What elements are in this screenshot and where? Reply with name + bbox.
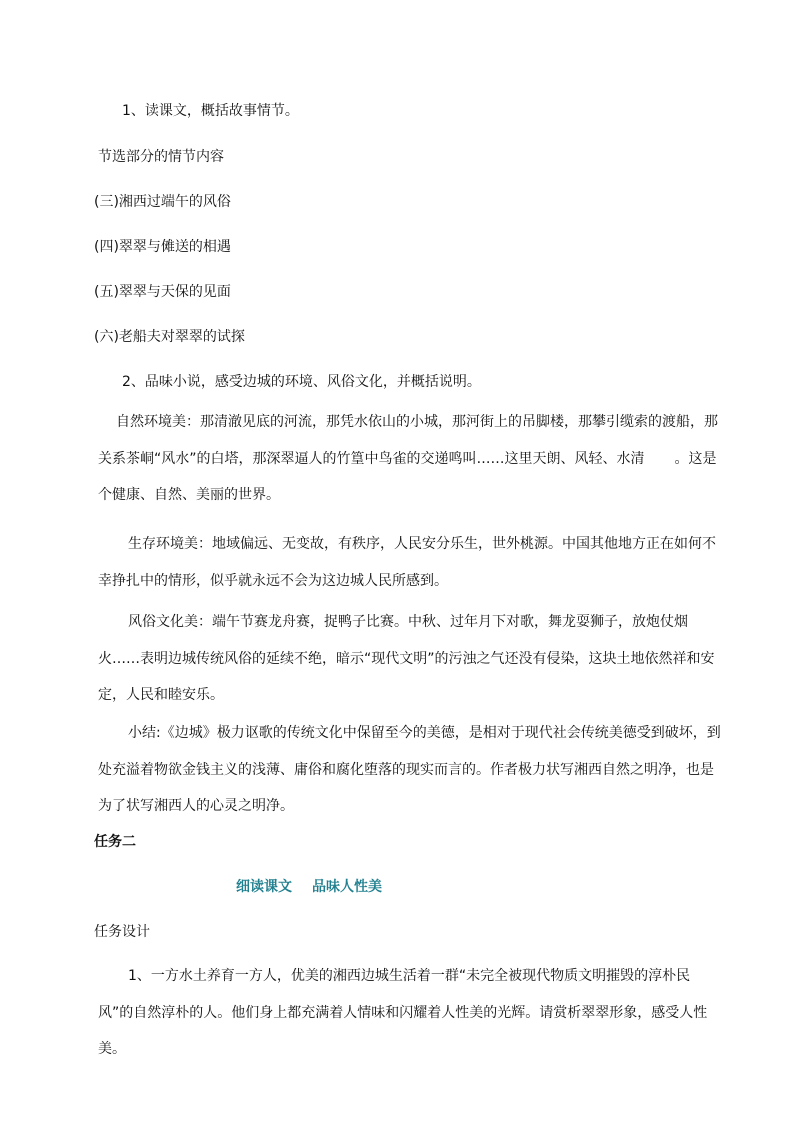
plot-item-5: (五)翠翠与天保的见面 [94, 284, 231, 300]
task-two-title [236, 877, 382, 897]
custom-beauty-paragraph [98, 604, 722, 714]
plot-item-4: (四)翠翠与傩送的相遇 [94, 239, 231, 255]
living-beauty-text: 生存环境美：地域偏远、无变故，有秩序，人民安分乐生，世外桃源。中国其他地方正在如何不幸挣扎中的情形，似乎就永远不会为这边城人民所感到。 [98, 536, 716, 589]
task-two-item-1-text: 1、一方水土养育一方人，优美的湘西边城生活着一群“未完全被现代物质文明摧毁的淳朴民风”的自然淳朴的人。他们身上都充满着人情味和闪耀着人性美的光辉。请赏析翠翠形象，感受人性美。 [98, 968, 708, 1057]
task-savor-novel: 2、品味小说，感受边城的环境、风俗文化，并概括说明。 [122, 374, 481, 390]
task-two-title-right: 品味人性美 [312, 879, 382, 895]
natural-beauty-paragraph [98, 404, 722, 514]
living-beauty-paragraph [98, 526, 722, 599]
task-two-label: 任务二 [94, 834, 136, 850]
custom-beauty-text: 风俗文化美：端午节赛龙舟赛，捉鸭子比赛。中秋、过年月下对歌，舞龙耍狮子，放炮仗烟火……表明边城传统风俗的延续不绝，暗示“现代文明”的污浊之气还没有侵染，这块土地依然祥和安定，人民和睦安乐。 [98, 614, 715, 703]
natural-beauty-text-end: 。这是个健康、自然、美丽的世界。 [98, 450, 717, 503]
plot-heading: 节选部分的情节内容 [98, 149, 224, 165]
natural-beauty-text: 自然环境美：那清澈见底的河流，那凭水依山的小城，那河街上的吊脚楼，那攀引缆索的渡船，那关系茶峒“风水”的白塔，那深翠逼人的竹篁中鸟雀的交递鸣叫……这里天朗、风轻、水清 [98, 414, 718, 467]
plot-item-3: (三)湘西过端午的风俗 [94, 194, 231, 210]
summary-paragraph [98, 715, 722, 825]
task-read-text: 1、读课文，概括故事情节。 [122, 103, 299, 119]
plot-item-6: (六)老船夫对翠翠的试探 [94, 329, 245, 345]
summary-text: 小结:《边城》极力讴歌的传统文化中保留至今的美德，是相对于现代社会传统美德受到破坏，到处充溢着物欲金钱主义的浅薄、庸俗和腐化堕落的现实而言的。作者极力状写湘西自然之明净，也是为了状写湘西人的心灵之明净。 [98, 725, 721, 814]
task-two-title-left: 细读课文 [236, 879, 292, 895]
task-two-item-1 [98, 958, 722, 1068]
task-design-label: 任务设计 [94, 924, 150, 940]
